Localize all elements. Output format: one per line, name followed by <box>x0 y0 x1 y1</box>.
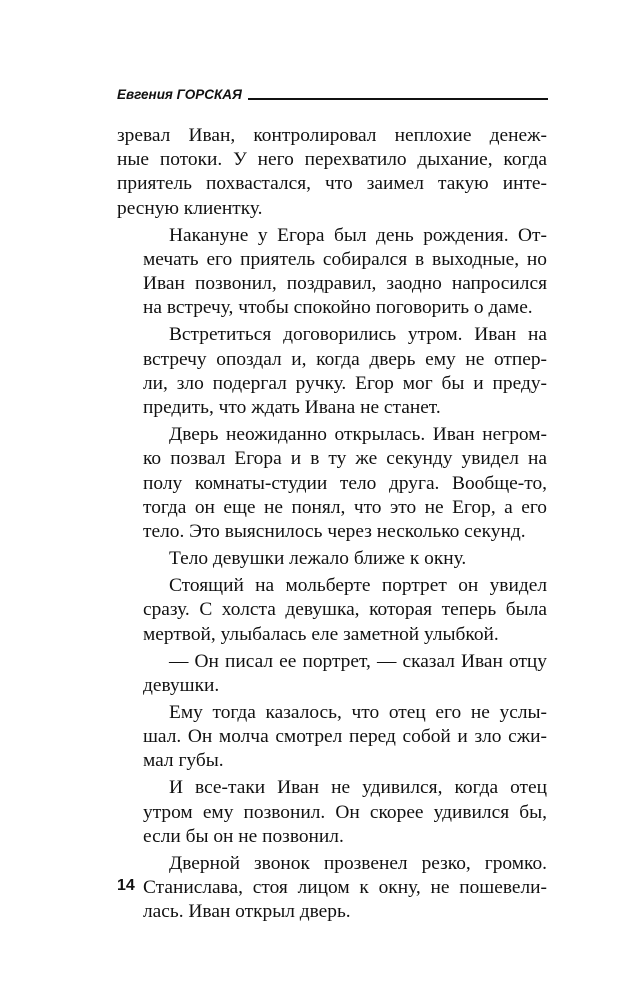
text-line: лась. Иван открыл дверь. <box>143 901 351 923</box>
text-line: ресную клиентку. <box>117 197 263 219</box>
text-line: мал губы. <box>143 750 224 772</box>
paragraph <box>117 323 547 420</box>
header-author: Евгения ГОРСКАЯ <box>117 86 242 102</box>
text-line: ко позвал Егора и в ту же секунду увидел на <box>143 448 547 470</box>
text-line: — Он писал ее портрет, — сказал Иван отцу <box>169 650 547 672</box>
paragraph <box>117 650 547 698</box>
text-line: Иван позвонил, поздравил, заодно напросился <box>143 273 547 295</box>
text-line: Станислава, стоя лицом к окну, не пошевели- <box>143 877 547 899</box>
paragraph <box>117 574 547 647</box>
text-line: приятель похвастался, что заимел такую инте- <box>117 173 547 195</box>
text-line: встречу опоздал и, когда дверь ему не отпер- <box>143 348 547 370</box>
text-line: Дверь неожиданно открылась. Иван негром- <box>169 424 547 446</box>
paragraph <box>117 423 547 544</box>
text-line: Дверной звонок прозвенел резко, громко. <box>169 852 547 874</box>
page-number: 14 <box>117 877 135 894</box>
text-line: Тело девушки лежало ближе к окну. <box>169 548 467 570</box>
text-line: тело. Это выяснилось через несколько секунд. <box>143 520 526 542</box>
text-line: Стоящий на мольберте портрет он увидел <box>169 575 547 597</box>
text-line: тогда он еще не понял, что это не Егор, а его <box>143 496 547 518</box>
paragraph <box>117 776 547 849</box>
text-line: девушки. <box>143 674 220 696</box>
text-line: если бы он не позвонил. <box>143 825 344 847</box>
paragraph <box>117 547 547 571</box>
text-line: ли, зло подергал ручку. Егор мог бы и преду- <box>143 372 547 394</box>
running-header <box>117 83 548 103</box>
paragraph <box>117 124 547 221</box>
paragraph <box>117 852 547 925</box>
text-line: на встречу, чтобы спокойно поговорить о даме. <box>143 297 533 319</box>
text-line: Накануне у Егора был день рождения. От- <box>169 224 547 246</box>
header-rule <box>248 98 548 100</box>
text-line: предить, что ждать Ивана не станет. <box>143 397 441 419</box>
text-line: сразу. С холста девушка, которая теперь была <box>143 599 547 621</box>
paragraph <box>117 701 547 774</box>
text-line: мечать его приятель собирался в выходные, но <box>143 248 547 270</box>
text-line: полу комнаты-студии тело друга. Вообще-то, <box>143 472 547 494</box>
text-line: Ему тогда казалось, что отец его не услы- <box>169 701 547 723</box>
text-line: зревал Иван, контролировал неплохие денеж- <box>117 125 547 146</box>
text-line: шал. Он молча смотрел перед собой и зло сжи- <box>143 726 547 748</box>
body-text <box>117 124 547 927</box>
text-line: утром ему позвонил. Он скорее удивился бы, <box>143 801 547 823</box>
text-line: ные потоки. У него перехватило дыхание, когда <box>117 149 547 171</box>
text-line: И все-таки Иван не удивился, когда отец <box>169 777 547 799</box>
text-line: мертвой, улыбалась еле заметной улыбкой. <box>143 623 499 645</box>
text-line: Встретиться договорились утром. Иван на <box>169 324 547 346</box>
paragraph <box>117 224 547 321</box>
